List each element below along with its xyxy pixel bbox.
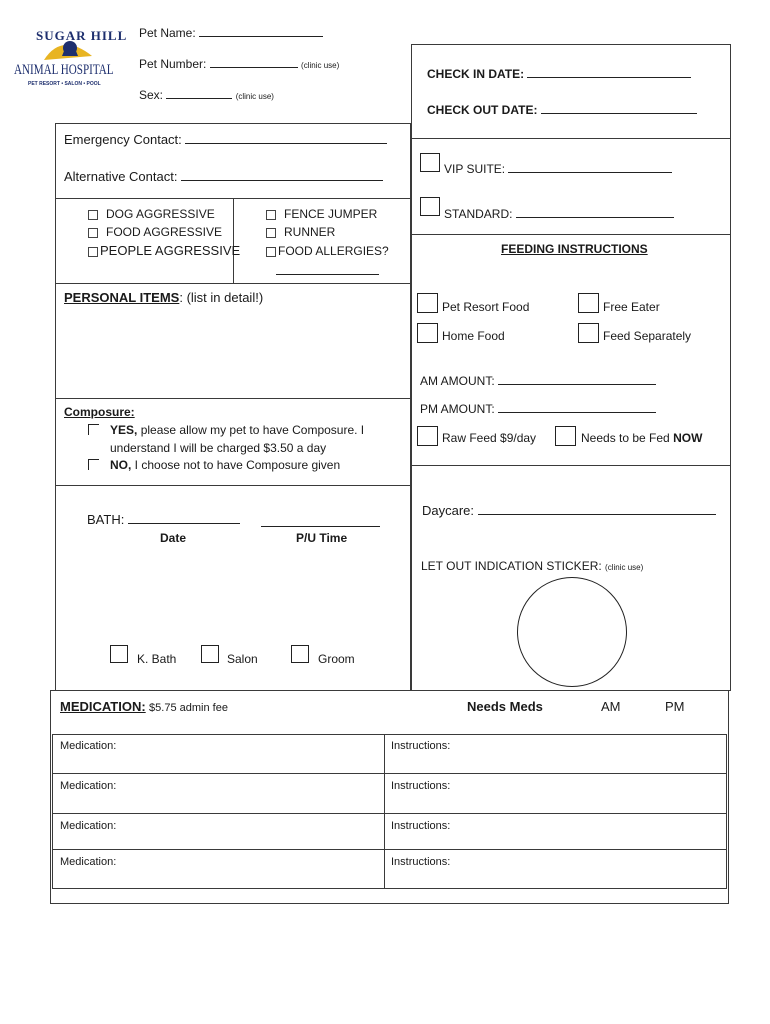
dog-aggressive-checkbox[interactable]	[88, 210, 98, 220]
pet-resort-food-checkbox[interactable]	[417, 293, 438, 313]
composure-yes-option[interactable]: YES, please allow my pet to have Composure. I	[110, 423, 365, 437]
needs-fed-now-label: Needs to be Fed NOW	[581, 431, 703, 445]
alternative-contact-label: Alternative Contact:	[64, 169, 178, 184]
logo-main-text: ANIMAL HOSPITAL	[14, 62, 114, 78]
behavior-dog-aggressive[interactable]: DOG AGGRESSIVE	[88, 207, 215, 221]
behavior-fence-jumper[interactable]: FENCE JUMPER	[266, 207, 377, 221]
pet-name-field[interactable]	[139, 26, 323, 40]
sex-note: (clinic use)	[235, 92, 274, 101]
logo-top-text: SUGAR HILL	[36, 28, 128, 43]
medication-cell: Medication:	[60, 780, 117, 792]
medication-row[interactable]	[52, 734, 726, 772]
food-allergies-line[interactable]	[276, 274, 379, 275]
groom-label: Groom	[318, 652, 355, 666]
medication-cell: Medication:	[60, 740, 117, 752]
medication-row[interactable]	[52, 813, 726, 851]
behavior-runner[interactable]: RUNNER	[266, 225, 335, 239]
logo-tagline: PET RESORT • SALON • POOL	[28, 81, 101, 87]
instructions-cell: Instructions:	[391, 780, 451, 792]
raw-feed-checkbox[interactable]	[417, 426, 438, 446]
behavior-food-allergies[interactable]: FOOD ALLERGIES?	[266, 244, 389, 258]
pet-number-label: Pet Number:	[139, 57, 207, 71]
meds-pm-label: PM	[665, 699, 685, 714]
am-amount-label: AM AMOUNT:	[420, 374, 495, 388]
food-allergies-checkbox[interactable]	[266, 247, 276, 257]
pet-resort-food-label: Pet Resort Food	[442, 300, 530, 314]
instructions-cell: Instructions:	[391, 820, 451, 832]
alternative-contact-field[interactable]	[64, 169, 383, 184]
composure-no-option[interactable]: NO, I choose not to have Composure given	[110, 458, 341, 472]
sticker-circle[interactable]	[517, 577, 627, 687]
k-bath-checkbox[interactable]	[110, 645, 128, 663]
standard-label: STANDARD:	[444, 207, 513, 221]
feed-separately-label: Feed Separately	[603, 329, 692, 343]
pet-number-field[interactable]	[139, 57, 339, 71]
medication-cell: Medication:	[60, 820, 117, 832]
home-food-label: Home Food	[442, 329, 505, 343]
daycare-label: Daycare:	[422, 503, 475, 518]
runner-checkbox[interactable]	[266, 228, 276, 238]
needs-fed-now-checkbox[interactable]	[555, 426, 576, 446]
medication-row[interactable]	[52, 849, 726, 887]
vip-suite-field[interactable]	[444, 162, 672, 176]
feeding-title: FEEDING INSTRUCTIONS	[501, 242, 648, 256]
k-bath-label: K. Bath	[137, 652, 177, 666]
salon-label: Salon	[227, 652, 258, 666]
personal-items-heading: PERSONAL ITEMS: (list in detail!)	[64, 290, 264, 305]
standard-checkbox[interactable]	[420, 197, 440, 216]
vip-suite-label: VIP SUITE:	[444, 162, 506, 176]
bath-date-caption: Date	[160, 531, 187, 545]
bath-field[interactable]	[87, 512, 240, 527]
composure-yes-line2: understand I will be charged $3.50 a day	[110, 441, 327, 455]
pm-amount-field[interactable]	[420, 402, 656, 416]
people-aggressive-checkbox[interactable]	[88, 247, 98, 257]
sticker-heading: LET OUT INDICATION STICKER: (clinic use)	[421, 559, 644, 573]
standard-field[interactable]	[444, 207, 674, 221]
feed-separately-checkbox[interactable]	[578, 323, 599, 343]
free-eater-checkbox[interactable]	[578, 293, 599, 313]
instructions-cell: Instructions:	[391, 740, 451, 752]
check-out-label: CHECK OUT DATE:	[427, 103, 538, 117]
composure-no-checkbox[interactable]	[88, 459, 99, 470]
vip-suite-checkbox[interactable]	[420, 153, 440, 172]
emergency-contact-field[interactable]	[64, 132, 387, 147]
medication-heading: MEDICATION: $5.75 admin fee	[60, 699, 228, 714]
instructions-cell: Instructions:	[391, 856, 451, 868]
salon-checkbox[interactable]	[201, 645, 219, 663]
check-in-field[interactable]	[427, 67, 691, 81]
pet-number-note: (clinic use)	[301, 61, 340, 70]
fence-jumper-checkbox[interactable]	[266, 210, 276, 220]
groom-checkbox[interactable]	[291, 645, 309, 663]
free-eater-label: Free Eater	[603, 300, 660, 314]
pm-amount-label: PM AMOUNT:	[420, 402, 495, 416]
home-food-checkbox[interactable]	[417, 323, 438, 343]
medication-cell: Medication:	[60, 856, 117, 868]
composure-title: Composure:	[64, 405, 135, 419]
am-amount-field[interactable]	[420, 374, 656, 388]
emergency-contact-label: Emergency Contact:	[64, 132, 182, 147]
bath-pu-time-caption: P/U Time	[296, 531, 348, 545]
clinic-logo	[14, 26, 128, 90]
pet-name-label: Pet Name:	[139, 26, 196, 40]
medication-row[interactable]	[52, 773, 726, 811]
check-out-field[interactable]	[427, 103, 697, 117]
behavior-people-aggressive[interactable]: PEOPLE AGGRESSIVE	[88, 243, 240, 258]
pu-time-line[interactable]	[261, 512, 380, 527]
daycare-field[interactable]	[422, 503, 716, 518]
behavior-food-aggressive[interactable]: FOOD AGGRESSIVE	[88, 225, 222, 239]
needs-meds-label: Needs Meds	[467, 699, 543, 714]
check-dates-box	[411, 44, 731, 139]
sex-label: Sex:	[139, 88, 164, 102]
meds-am-label: AM	[601, 699, 621, 714]
sex-field[interactable]	[139, 88, 274, 102]
raw-feed-label: Raw Feed $9/day	[442, 431, 537, 445]
check-in-label: CHECK IN DATE:	[427, 67, 525, 81]
food-aggressive-checkbox[interactable]	[88, 228, 98, 238]
composure-yes-checkbox[interactable]	[88, 424, 99, 435]
bath-label: BATH:	[87, 512, 125, 527]
